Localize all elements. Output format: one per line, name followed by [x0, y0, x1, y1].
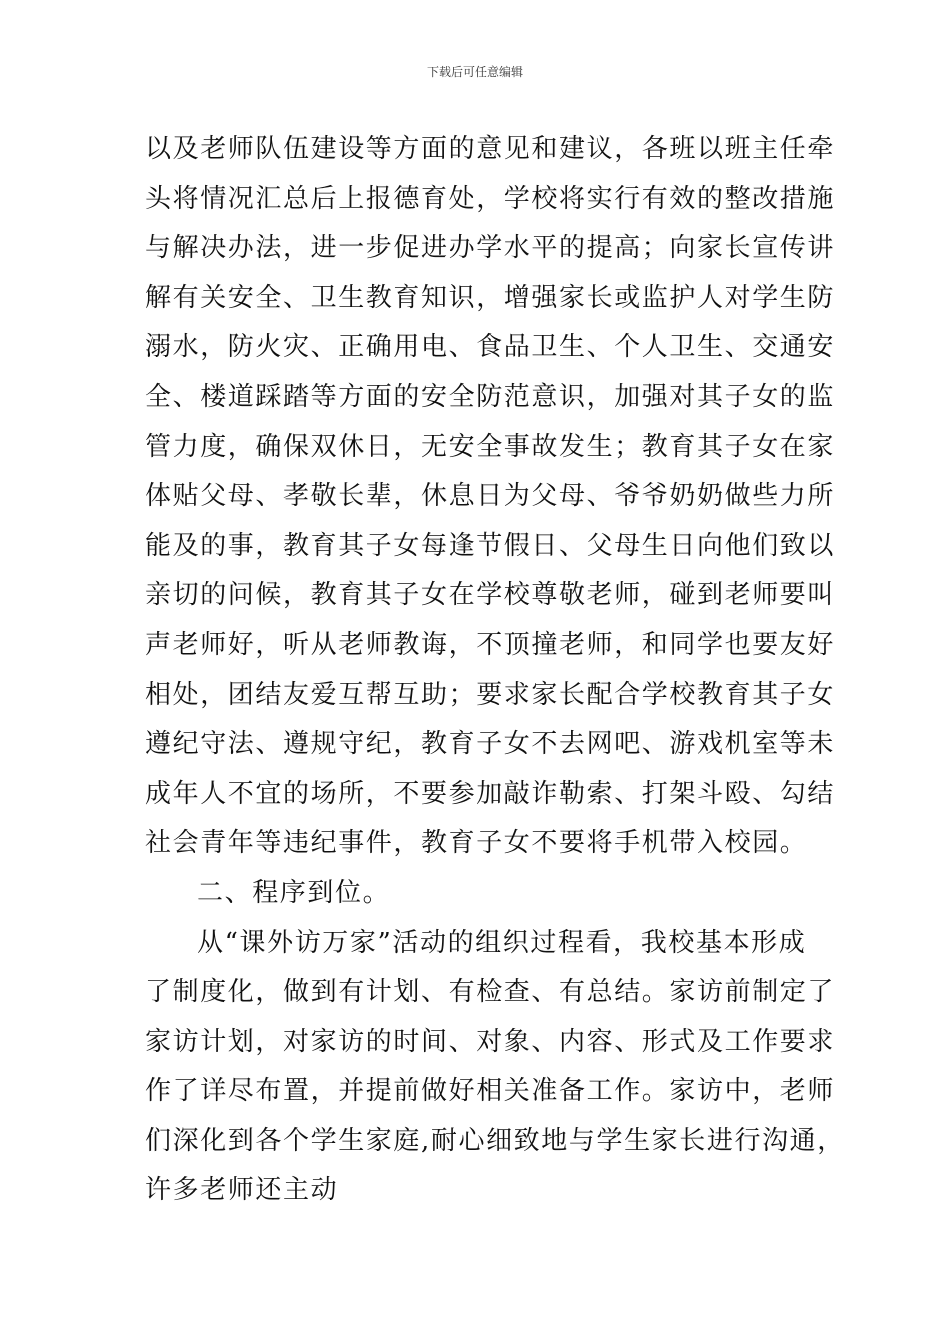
text-line: 遵纪守法、遵规守纪，教育子女不去网吧、游戏机室等未 — [145, 729, 836, 760]
text-line: 声老师好，听从老师教诲，不顶撞老师，和同学也要友好 — [145, 629, 836, 660]
text-line: 全、楼道踩踏等方面的安全防范意识，加强对其子女的监 — [145, 381, 836, 412]
text-line: 了制度化，做到有计划、有检查、有总结。家访前制定了 — [145, 977, 836, 1008]
text-line: 能及的事，教育其子女每逢节假日、父母生日向他们致以 — [145, 530, 836, 561]
text-line: 头将情况汇总后上报德育处，学校将实行有效的整改措施 — [145, 183, 836, 214]
text-line: 亲切的问候，教育其子女在学校尊敬老师，碰到老师要叫 — [145, 580, 836, 611]
text-line: 解有关安全、卫生教育知识，增强家长或监护人对学生防 — [145, 282, 836, 313]
text-line: 体贴父母、孝敬长辈，休息日为父母、爷爷奶奶做些力所 — [145, 481, 836, 512]
text-line: 溺水，防火灾、正确用电、食品卫生、个人卫生、交通安 — [145, 332, 836, 363]
text-line: 相处，团结友爱互帮互助；要求家长配合学校教育其子女 — [145, 679, 836, 710]
paragraph-first-line: 从“课外访万家”活动的组织过程看，我校基本形成 — [197, 927, 807, 958]
text-line: 管力度，确保双休日，无安全事故发生；教育其子女在家 — [145, 431, 836, 462]
text-line: 成年人不宜的场所，不要参加敲诈勒索、打架斗殴、勾结 — [145, 778, 836, 809]
section-heading: 二、程序到位。 — [197, 877, 391, 908]
text-line: 许多老师还主动 — [145, 1175, 339, 1206]
page-header: 下载后可任意编辑 — [426, 65, 523, 79]
text-line: 作了详尽布置，并提前做好相关准备工作。家访中，老师 — [145, 1076, 836, 1107]
text-line: 与解决办法，进一步促进办学水平的提高；向家长宣传讲 — [145, 233, 836, 264]
text-line: 们深化到各个学生家庭,耐心细致地与学生家长进行沟通， — [145, 1125, 845, 1156]
text-line: 社会青年等违纪事件，教育子女不要将手机带入校园。 — [145, 828, 808, 859]
text-line: 以及老师队伍建设等方面的意见和建议，各班以班主任牵 — [145, 134, 836, 164]
text-line: 家访计划，对家访的时间、对象、内容、形式及工作要求 — [145, 1026, 836, 1057]
document-body — [145, 125, 845, 1216]
